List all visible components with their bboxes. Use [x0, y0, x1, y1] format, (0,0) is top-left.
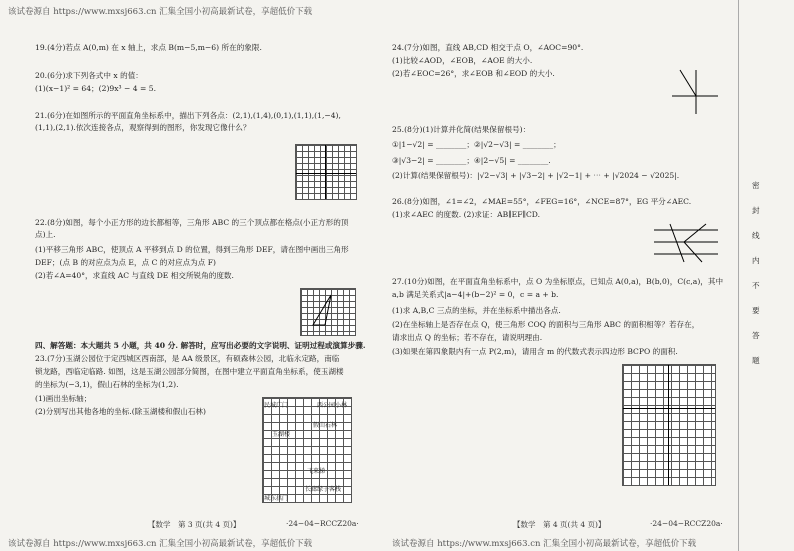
question-25-line4: (2)计算(结果保留根号)：|√2−√3| + |√3−2| + |√2−1| + ⋯ + |√2024 − √2025|.	[392, 171, 680, 180]
seal-char: 封	[752, 206, 760, 215]
y-axis	[668, 365, 669, 485]
seal-char: 题	[752, 356, 760, 365]
map-label-flying-ladder: 飞来梯	[307, 468, 326, 475]
question-20-title: 20.(6分)求下列各式中 x 的值：	[35, 71, 143, 80]
footer-page-3: 【数学 第 3 页(共 4 页)】	[148, 520, 241, 529]
map-label-east-gate: 城东拱门	[264, 495, 289, 502]
q21-coordinate-grid	[295, 144, 357, 200]
footer-source-left: 该试卷源自 https://www.mxsj663.cn 汇集全国小初高最新试卷，享超低价下载	[8, 539, 313, 549]
header-source-left: 该试卷源自 https://www.mxsj663.cn 汇集全国小初高最新试卷，享超低价下载	[8, 7, 313, 17]
x-axis	[296, 173, 356, 174]
map-label-rockery: 假山石林	[313, 422, 338, 429]
question-22-line5: (2)若∠A=40°，求直线 AC 与直线 DE 相交所锐角的度数.	[35, 271, 234, 280]
question-27-line2: a,b 满足关系式|a−4|+(b−2)² = 0，c = a + b.	[392, 290, 559, 299]
park-map-grid	[262, 397, 352, 503]
question-25-line2: ①|1−√2| = ________；②|√2−√3| = ________；	[392, 140, 561, 149]
question-23-line3: 的坐标为(−3,1)，假山石林的坐标为(1,2).	[35, 380, 179, 389]
seal-line	[738, 0, 739, 551]
question-21-line1: 21.(6分)在如图所示的平面直角坐标系中，描出下列各点：(2,1),(1,4),(0,1),(1,1),(1,−4),	[35, 111, 341, 120]
question-21-line2: (1,1),(2,1).依次连接各点，观察得到的图形，你发现它像什么？	[35, 123, 251, 132]
question-22-line2: 点)上.	[35, 230, 56, 239]
map-label-corridor-inn: 长廊绿子客栈	[305, 486, 342, 493]
question-22-line1: 22.(8分)如图，每个小正方形的边长都相等，三角形 ABC 的三个顶点都在格点(小正方形的顶	[35, 218, 349, 227]
question-27-line1: 27.(10分)如图，在平面直角坐标系中，点 O 为坐标原点，已知点 A(0,a)，B(b,0)，C(c,a)，其中	[392, 277, 724, 286]
question-23-line1: 23.(7分)玉湖公园位于定西城区西南部，是 AA 级景区，有硕森林公园，北临永定路，南临	[35, 354, 340, 363]
seal-char: 不	[752, 281, 760, 290]
triangle-abc-figure	[301, 289, 355, 335]
question-20-body: (1)(x−1)² = 64；(2)9x³ − 4 = 5.	[35, 84, 157, 93]
question-27-line4: (2)在坐标轴上是否存在点 Q，使三角形 COQ 的面积与三角形 ABC 的面积相等？若存在，	[392, 320, 700, 329]
q24-intersecting-lines-figure	[668, 66, 720, 118]
map-label-west-park-forest: 西公园小林	[317, 402, 348, 409]
question-24-line3: (2)若∠EOC=26°，求∠EOB 和∠EOD 的大小.	[392, 69, 555, 78]
question-26-line2: (1)求∠AEC 的度数. (2)求证：AB∥EF∥CD.	[392, 210, 541, 219]
question-22-line3: (1)平移三角形 ABC，使顶点 A 平移到点 D 的位置，得到三角形 DEF，请在图中画出三角形	[35, 245, 349, 254]
map-label-yuhu-tower: 玉湖楼	[272, 431, 291, 438]
question-26-line1: 26.(8分)如图，∠1=∠2，∠MAE=55°，∠FEG=16°，∠NCE=87°，EG 平分∠AEC.	[392, 197, 692, 206]
section-4-heading: 四、解答题：本大题共 5 小题，共 40 分. 解答时，应写出必要的文字说明、证明过程或演算步骤.	[35, 341, 366, 350]
map-label-north-gate: 民城广门	[264, 402, 289, 409]
question-23-line4: (1)画出坐标轴；	[35, 394, 92, 403]
question-24-line2: (1)比较∠AOD，∠EOB，∠AOE 的大小.	[392, 56, 533, 65]
question-19: 19.(4分)若点 A(0,m) 在 x 轴上，求点 B(m−5,m−6) 所在的象限.	[35, 43, 262, 52]
footer-source-right: 该试卷源自 https://www.mxsj663.cn 汇集全国小初高最新试卷，享超低价下载	[392, 539, 697, 549]
question-27-line5: 请求出点 Q 的坐标；若不存在，请说明理由.	[392, 333, 543, 342]
question-27-line3: (1)求 A,B,C 三点的坐标，并在坐标系中描出各点.	[392, 306, 561, 315]
seal-strip-labels	[752, 180, 760, 366]
question-23-line2: 锁龙路，西临定临路. 如图，这是玉湖公园部分简图，在图中建立平面直角坐标系，使玉湖楼	[35, 367, 344, 376]
footer-code-right: ·24−04−RCCZ20a·	[650, 519, 723, 528]
y-axis	[325, 145, 326, 199]
seal-char: 密	[752, 181, 760, 190]
q26-parallel-lines-figure	[650, 222, 720, 264]
seal-char: 答	[752, 331, 760, 340]
q27-coordinate-grid	[622, 364, 716, 486]
seal-char: 要	[752, 306, 760, 315]
question-23-line5: (2)分别写出其他各地的坐标.(除玉湖楼和假山石林)	[35, 407, 206, 416]
x-axis	[623, 408, 715, 409]
question-24-line1: 24.(7分)如图，直线 AB,CD 相交于点 O，∠AOC=90°.	[392, 43, 584, 52]
seal-char: 内	[752, 256, 760, 265]
q22-triangle-grid	[300, 288, 356, 336]
question-27-line6: (3)如果在第四象限内有一点 P(2,m)，请用含 m 的代数式表示四边形 BCPO 的面积.	[392, 347, 678, 356]
question-25-line3: ③|√3−2| = ________；④|2−√5| = ________.	[392, 156, 551, 165]
question-25-line1: 25.(8分)(1)计算并化简(结果保留根号)：	[392, 125, 531, 134]
question-22-line4: DEF；(点 B 的对应点为点 E，点 C 的对应点为点 F)	[35, 258, 217, 267]
footer-page-4: 【数学 第 4 页(共 4 页)】	[513, 520, 606, 529]
footer-code-left: ·24−04−RCCZ20a·	[286, 519, 359, 528]
seal-char: 线	[752, 231, 760, 240]
